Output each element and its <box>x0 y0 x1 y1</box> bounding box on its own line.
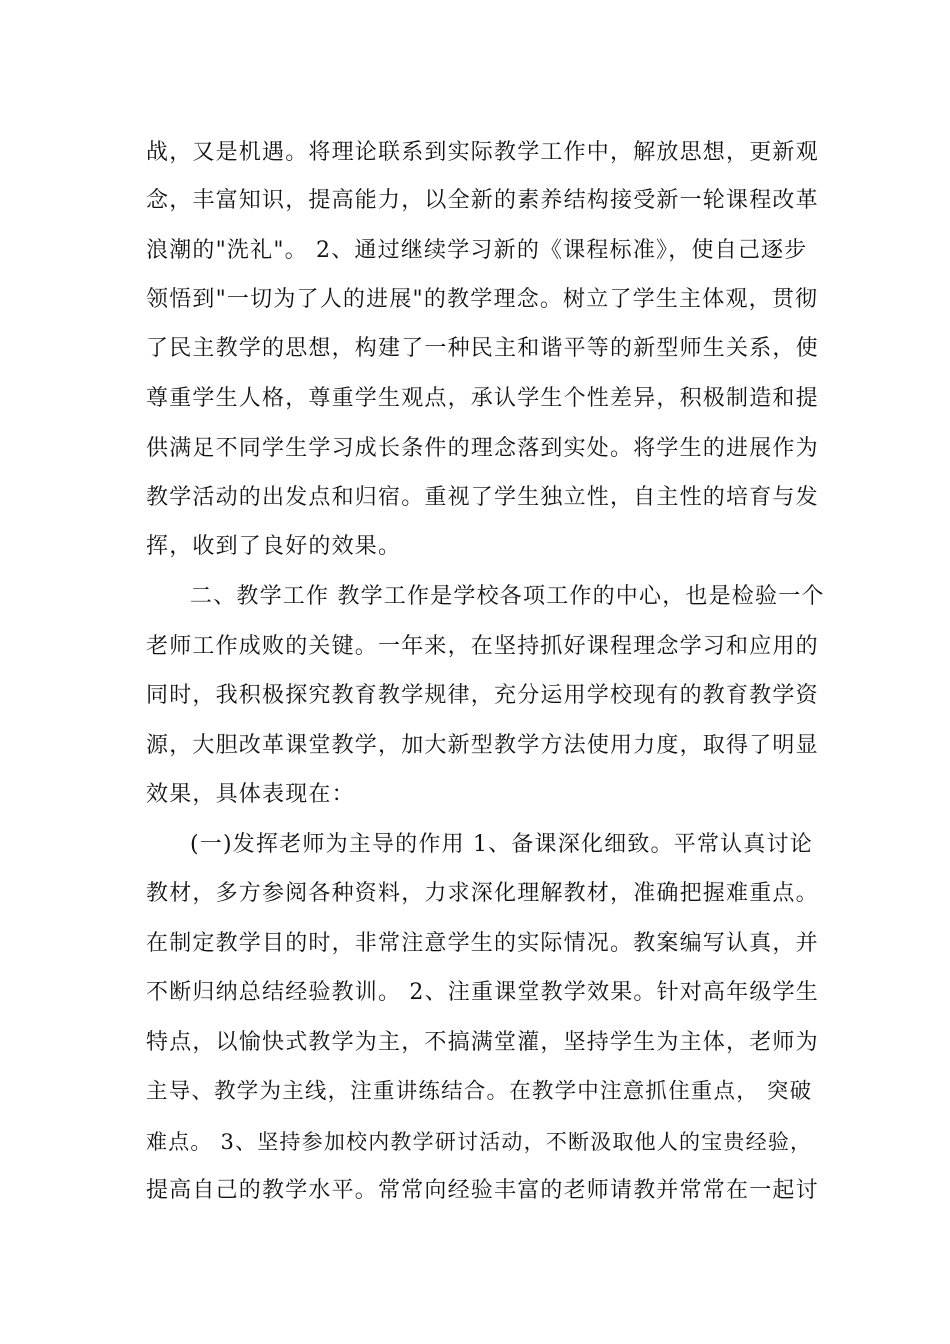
text-line-21: 难点。 3、坚持参加校内教学研讨活动，不断汲取他人的宝贵经验， <box>146 1130 813 1154</box>
text-line-15: (一)发挥老师为主导的作用 1、备课深化细致。平常认真讨论 <box>190 832 813 857</box>
text-line-9: 挥，收到了良好的效果。 <box>146 534 402 559</box>
text-line-1: 战，又是机遇。将理论联系到实际教学工作中，解放思想，更新观 <box>146 140 819 165</box>
text-line-19: 特点，以愉快式教学为主，不搞满堂灌，坚持学生为主体，老师为 <box>146 1030 819 1055</box>
text-line-12: 同时，我积极探究教育教学规律，充分运用学校现有的教育教学资 <box>146 683 819 708</box>
text-line-10: 二、教学工作 教学工作是学校各项工作的中心，也是检验一个 <box>190 584 825 609</box>
text-line-16: 教材，多方参阅各种资料，力求深化理解教材，准确把握难重点。 <box>146 881 819 906</box>
text-line-20: 主导、教学为主线，注重讲练结合。在教学中注意抓住重点， 突破 <box>146 1079 813 1104</box>
text-line-22: 提高自己的教学水平。常常向经验丰富的老师请教并常常在一起讨 <box>146 1178 819 1203</box>
text-line-7: 供满足不同学生学习成长条件的理念落到实处。将学生的进展作为 <box>146 436 819 461</box>
text-line-8: 教学活动的出发点和归宿。重视了学生独立性，自主性的培育与发 <box>146 485 819 510</box>
text-line-18: 不断归纳总结经验教训。 2、注重课堂教学效果。针对高年级学生 <box>146 980 819 1005</box>
text-line-4: 领悟到"一切为了人的进展"的教学理念。树立了学生主体观，贯彻 <box>146 287 819 312</box>
text-line-14: 效果，具体表现在： <box>146 782 355 807</box>
text-line-6: 尊重学生人格，尊重学生观点，承认学生个性差异，积极制造和提 <box>146 386 819 411</box>
text-line-2: 念，丰富知识，提高能力，以全新的素养结构接受新一轮课程改革 <box>146 188 819 213</box>
text-line-3: 浪潮的"洗礼"。 2、通过继续学习新的《课程标准》，使自己逐步 <box>146 238 808 263</box>
text-line-5: 了民主教学的思想，构建了一种民主和谐平等的新型师生关系，使 <box>146 336 819 361</box>
text-line-11: 老师工作成败的关键。一年来，在坚持抓好课程理念学习和应用的 <box>146 634 819 659</box>
text-line-13: 源，大胆改革课堂教学，加大新型教学方法使用力度，取得了明显 <box>146 733 819 758</box>
text-line-17: 在制定教学目的时，非常注意学生的实际情况。教案编写认真，并 <box>146 931 819 956</box>
